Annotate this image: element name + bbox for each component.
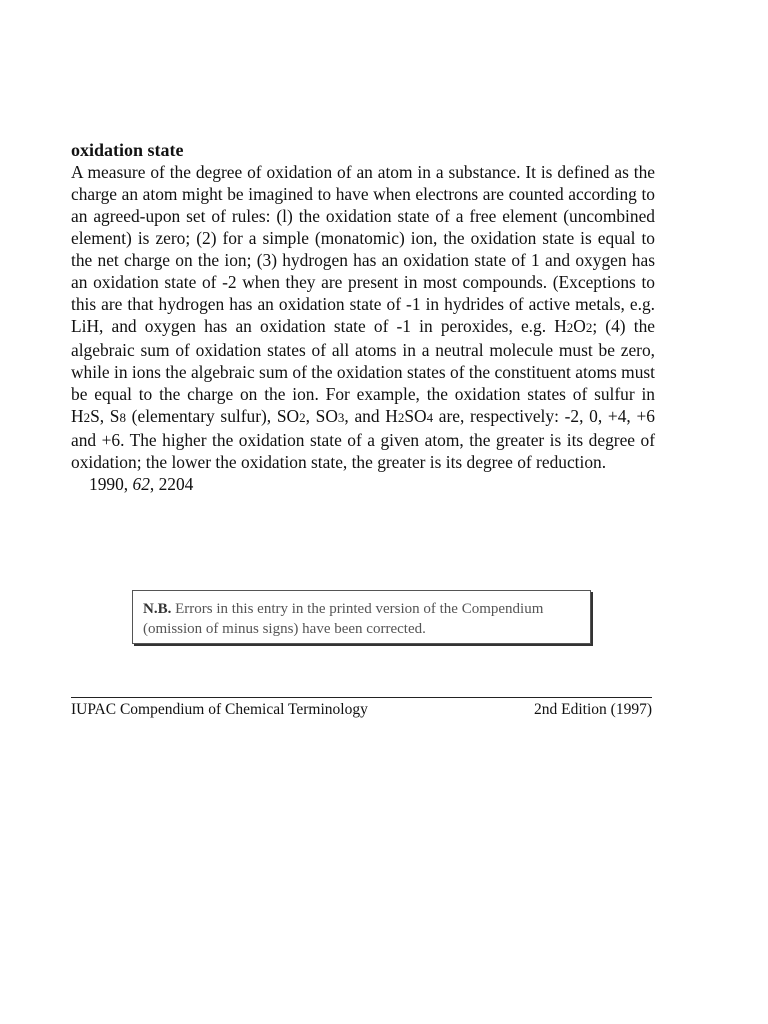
subscript: 2 xyxy=(585,320,593,335)
definition-text: (elementary sulfur), SO xyxy=(125,406,300,426)
footer-title: IUPAC Compendium of Chemical Terminology xyxy=(71,701,368,718)
entry-definition xyxy=(71,161,655,473)
subscript: 3 xyxy=(337,410,345,425)
citation-page: , 2204 xyxy=(149,474,194,494)
definition-text: O xyxy=(573,316,586,336)
subscript: 2 xyxy=(397,410,405,425)
page-footer xyxy=(71,697,652,720)
definition-text: SO xyxy=(404,406,427,426)
subscript: 2 xyxy=(83,410,91,425)
definition-text: , and H xyxy=(344,406,398,426)
subscript: 8 xyxy=(119,410,126,425)
definition-text: are, respectively: -2, 0, +4, +6 and +6. The higher the oxidation state of a given atom, the greater is its degree of oxidation; the lower the oxidation state, the greater is its degree of reduction. xyxy=(71,406,655,472)
footer-edition: 2nd Edition (1997) xyxy=(534,701,652,718)
subscript: 2 xyxy=(299,410,306,425)
note-text: Errors in this entry in the printed version of the Compendium (omission of minus signs) have been corrected. xyxy=(143,601,544,637)
definition-text: , SO xyxy=(305,406,338,426)
citation-year: 1990, xyxy=(89,474,129,494)
correction-note xyxy=(132,590,591,644)
note-label: N.B. xyxy=(143,601,172,617)
definition-text: A measure of the degree of oxidation of an atom in a substance. It is defined as the charge an atom might be imagined to have when electrons are counted according to an agreed-upon set of rules: (l) the oxidation state of a free element (uncombined element) is zero; (2) for a simple (monatomic) ion, the oxidation state is equal to the net charge on the ion; (3) hydrogen has an oxidation state of 1 and oxygen has an oxidation state of -2 when they are present in most compounds. (Exceptions to this are that hydrogen has an oxidation state of -1 in hydrides of active metals, e.g. LiH, and oxygen has an oxidation state of -1 in peroxides, e.g. H xyxy=(71,162,655,336)
definition-text: ; (4) the algebraic sum of oxidation states of all atoms in a neutral molecule must be zero, while in ions the algebraic sum of the oxidation states of the constituent atoms must be equal to the charge on the ion. For example, the oxidation states of sulfur in H xyxy=(71,316,655,426)
definition-text: S, S xyxy=(90,406,120,426)
entry-citation xyxy=(89,473,655,495)
glossary-entry xyxy=(71,139,655,495)
citation-volume: 62 xyxy=(132,474,150,494)
entry-term: oxidation state xyxy=(71,140,184,160)
subscript: 2 xyxy=(566,320,574,335)
subscript: 4 xyxy=(426,410,434,425)
